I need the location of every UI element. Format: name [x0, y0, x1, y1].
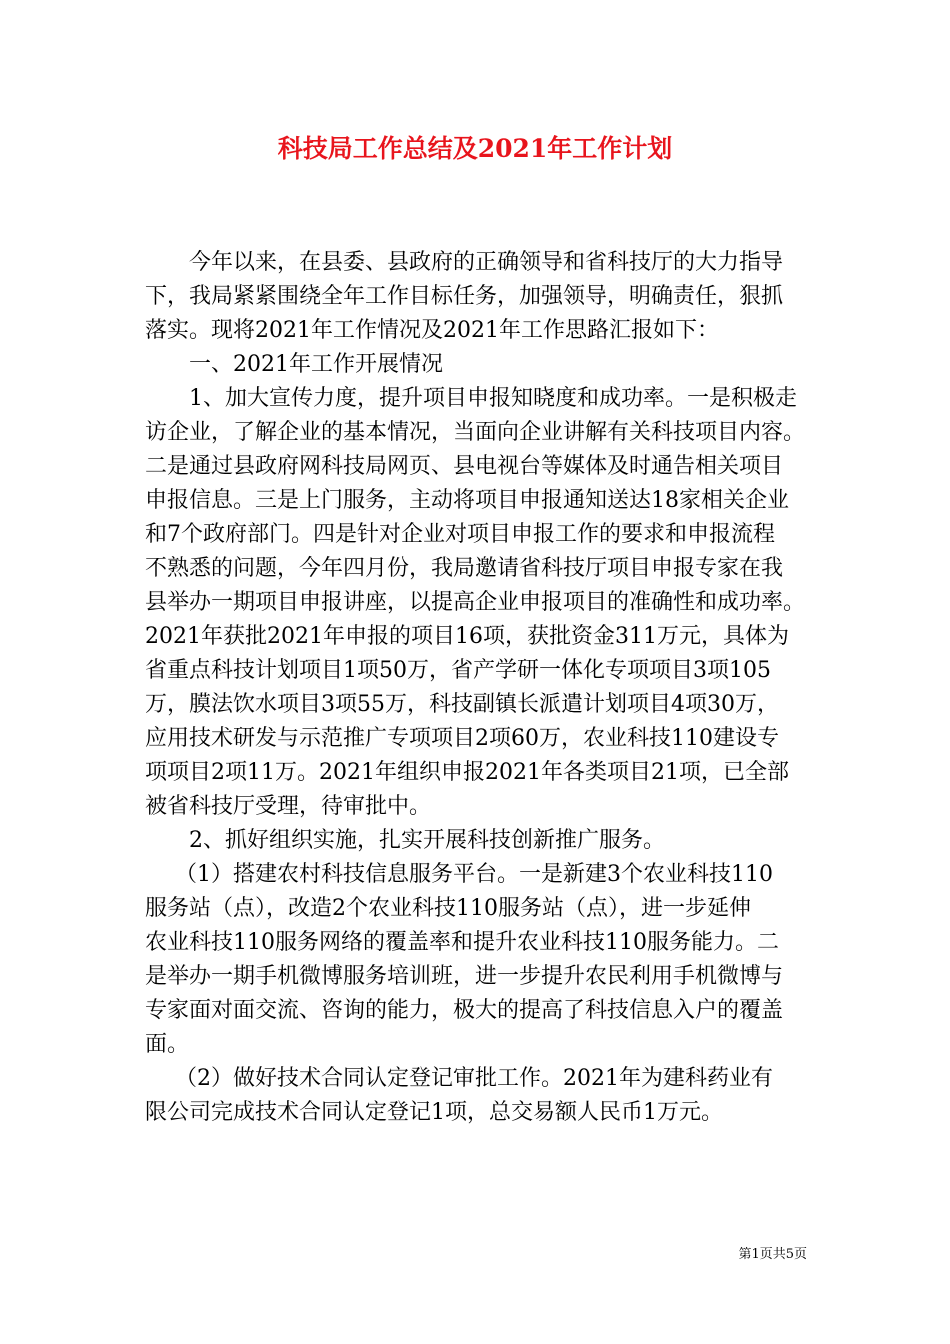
text-line: 申报信息。三是上门服务，主动将项目申报通知送达18家相关企业 [145, 488, 789, 513]
text-line: 省重点科技计划项目1项50万，省产学研一体化专项项目3项105 [145, 658, 771, 683]
text-line: 应用技术研发与示范推广专项项目2项60万，农业科技110建设专 [145, 726, 779, 751]
text-line: 万，膜法饮水项目3项55万，科技副镇长派遣计划项目4项30万， [145, 692, 779, 717]
text-line: 限公司完成技术合同认定登记1项，总交易额人民币1万元。 [145, 1100, 723, 1125]
text-line: 1、加大宣传力度，提升项目申报知晓度和成功率。一是积极走 [189, 386, 797, 411]
text-line: 农业科技110服务网络的覆盖率和提升农业科技110服务能力。二 [145, 930, 779, 955]
page-number: 第1页共5页 [738, 1247, 807, 1262]
text-line: 2021年获批2021年申报的项目16项，获批资金311万元，具体为 [145, 624, 789, 649]
text-line: 和7个政府部门。四是针对企业对项目申报工作的要求和申报流程 [145, 522, 775, 547]
text-line: （2）做好技术合同认定登记审批工作。2021年为建科药业有 [175, 1066, 773, 1091]
text-line: 访企业，了解企业的基本情况，当面向企业讲解有关科技项目内容。 [145, 420, 806, 445]
text-line: 被省科技厅受理，待审批中。 [145, 794, 432, 819]
text-line: 二是通过县政府网科技局网页、县电视台等媒体及时通告相关项目 [145, 454, 784, 479]
text-line: 县举办一期项目申报讲座，以提高企业申报项目的准确性和成功率。 [145, 590, 806, 615]
text-line: 服务站（点），改造2个农业科技110服务站（点），进一步延伸 [145, 896, 751, 921]
text-line: 专家面对面交流、咨询的能力，极大的提高了科技信息入户的覆盖 [145, 998, 784, 1023]
text-line: 面。 [145, 1032, 190, 1057]
text-line: 不熟悉的问题，今年四月份，我局邀请省科技厅项目申报专家在我 [145, 556, 784, 581]
paragraph-publicity [145, 382, 825, 824]
text-line: 下，我局紧紧围绕全年工作目标任务，加强领导，明确责任，狠抓 [145, 284, 784, 309]
text-line: 2、抓好组织实施，扎实开展科技创新推广服务。 [189, 828, 665, 853]
document-body [145, 246, 825, 1130]
paragraph-platform [145, 858, 825, 1062]
text-line: （1）搭建农村科技信息服务平台。一是新建3个农业科技110 [175, 862, 773, 887]
text-line: 今年以来，在县委、县政府的正确领导和省科技厅的大力指导 [189, 250, 784, 275]
section-heading [145, 348, 825, 382]
text-line: 一、2021年工作开展情况 [189, 352, 443, 377]
paragraph-intro [145, 246, 825, 348]
text-line: 是举办一期手机微博服务培训班，进一步提升农民利用手机微博与 [145, 964, 784, 989]
document-title: 科技局工作总结及2021年工作计划 [277, 134, 673, 163]
text-line: 落实。现将2021年工作情况及2021年工作思路汇报如下： [145, 318, 719, 343]
paragraph-implementation [145, 824, 825, 858]
text-line: 项项目2项11万。2021年组织申报2021年各类项目21项，已全部 [145, 760, 789, 785]
paragraph-contracts [145, 1062, 825, 1130]
